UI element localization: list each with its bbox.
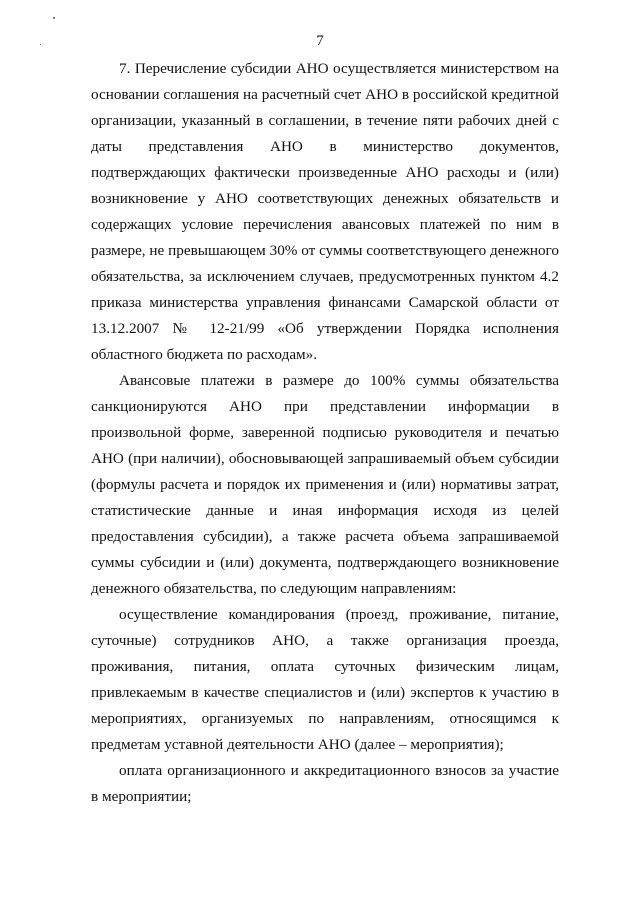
scan-speck: [53, 17, 55, 19]
document-body: [91, 56, 559, 810]
page-number: 7: [316, 33, 324, 49]
paragraph-advance-payments: Авансовые платежи в размере до 100% суммы обязательства санкционируются АНО при представлении информации в произвольной форме, заверенной подписью руководителя и печатью АНО (при наличии), обосновывающей запрашиваемый объем субсидии (формулы расчета и порядок их применения и (или) нормативы затрат, статистические данные и иная информация исходя из целей предоставления субсидии), а также расчета объема запрашиваемой суммы субсидии и (или) документа, подтверждающего возникновение денежного обязательства, по следующим направлениям:: [91, 372, 559, 597]
paragraph-fees: оплата организационного и аккредитационного взносов за участие в мероприятии;: [91, 762, 559, 805]
paragraph-business-travel: осуществление командирования (проезд, проживание, питание, суточные) сотрудников АНО, а также организация проезда, проживания, питания, оплата суточных физическим лицам, привлекаемым в качестве специалистов и (или) экспертов к участию в мероприятиях, организуемых по направлениям, относящимся к предметам уставной деятельности АНО (далее – мероприятия);: [91, 606, 559, 753]
paragraph-payment-transfer: 7. Перечисление субсидии АНО осуществляется министерством на основании соглашения на расчетный счет АНО в российской кредитной организации, указанный в соглашении, в течение пяти рабочих дней с даты представления АНО в министерство документов, подтверждающих фактически произведенные АНО расходы и (или) возникновение у АНО соответствующих денежных обязательств и содержащих условие перечисления авансовых платежей по ним в размере, не превышающем 30% от суммы соответствующего денежного обязательства, за исключением случаев, предусмотренных пунктом 4.2 приказа министерства управления финансами Самарской области от 13.12.2007 № 12-21/99 «Об утверждении Порядка исполнения областного бюджета по расходам».: [91, 60, 559, 363]
